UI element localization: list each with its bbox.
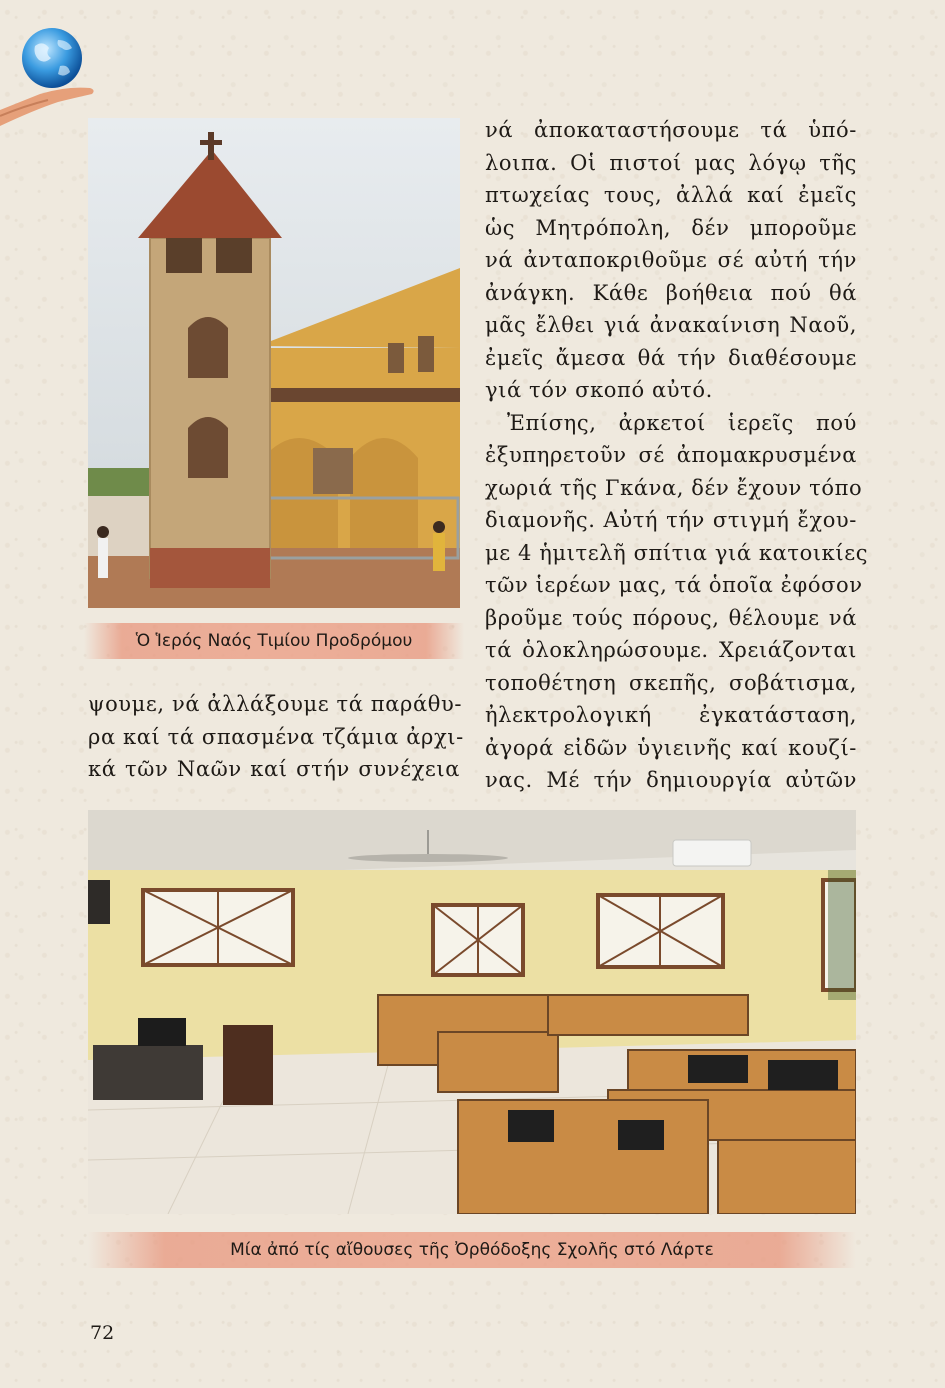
text-line: κά τῶν Ναῶν καί στήν συνέχεια — [88, 757, 460, 781]
text-line: ρα καί τά σπασμένα τζάμια ἀρχι- — [88, 724, 464, 749]
classroom-photo — [88, 810, 856, 1214]
classroom-photo-caption: Μία ἀπό τίς αἴθουσες τῆς Ὀρθόδοξης Σχολῆς στό Λάρτε — [88, 1232, 856, 1268]
right-text-column — [485, 114, 869, 797]
text-line: λοιπα. Οἱ πιστοί μας λόγῳ τῆς — [485, 150, 857, 175]
text-line: ὡς Μητρόπολη, δέν μποροῦμε — [485, 215, 857, 240]
text-line: ἠλεκτρολογική ἐγκατάσταση, — [485, 703, 857, 727]
text-line: γιά τόν σκοπό αὐτό. — [485, 378, 713, 402]
text-line: ἀνάγκη. Κάθε βοήθεια πού θά — [485, 280, 857, 305]
text-line: διαμονῆς. Αὐτή τήν στιγμή ἔχου- — [485, 508, 857, 532]
globe-in-hand-icon — [0, 18, 110, 128]
church-photo — [88, 118, 460, 608]
left-text-column — [88, 688, 464, 786]
text-line: μᾶς ἔλθει γιά ἀνακαίνιση Ναοῦ, — [485, 313, 857, 337]
text-line: τά ὁλοκληρώσουμε. Χρειάζονται — [485, 638, 857, 662]
church-photo-caption: Ὁ Ἱερός Ναός Τιμίου Προδρόμου — [84, 623, 464, 659]
text-line: ἐμεῖς ἄμεσα θά τήν διαθέσουμε — [485, 345, 857, 370]
text-line: ἐξυπηρετοῦν σέ ἀπομακρυσμένα — [485, 443, 857, 467]
text-line: Ἐπίσης, ἀρκετοί ἱερεῖς πού — [507, 410, 857, 435]
text-line: νας. Μέ τήν δημιουργία αὐτῶν — [485, 768, 857, 792]
text-line: νά ἀνταποκριθοῦμε σέ αὐτή τήν — [485, 248, 857, 272]
page-number: 72 — [90, 1322, 115, 1344]
text-line: νά ἀποκαταστήσουμε τά ὑπό- — [485, 118, 857, 142]
text-line: τοποθέτηση σκεπῆς, σοβάτισμα, — [485, 670, 857, 695]
text-line: χωριά τῆς Γκάνα, δέν ἔχουν τόπο — [485, 475, 863, 500]
text-line: ἀγορά εἰδῶν ὑγιεινῆς καί κουζί- — [485, 735, 857, 760]
text-line: με 4 ἡμιτελῆ σπίτια γιά κατοικίες — [485, 540, 869, 565]
text-line: ψουμε, νά ἀλλάξουμε τά παράθυ- — [88, 692, 463, 716]
text-line: πτωχείας τους, ἀλλά καί ἐμεῖς — [485, 183, 857, 207]
text-line: τῶν ἱερέων μας, τά ὁποῖα ἐφόσον — [485, 573, 863, 597]
text-line: βροῦμε τούς πόρους, θέλουμε νά — [485, 605, 857, 630]
